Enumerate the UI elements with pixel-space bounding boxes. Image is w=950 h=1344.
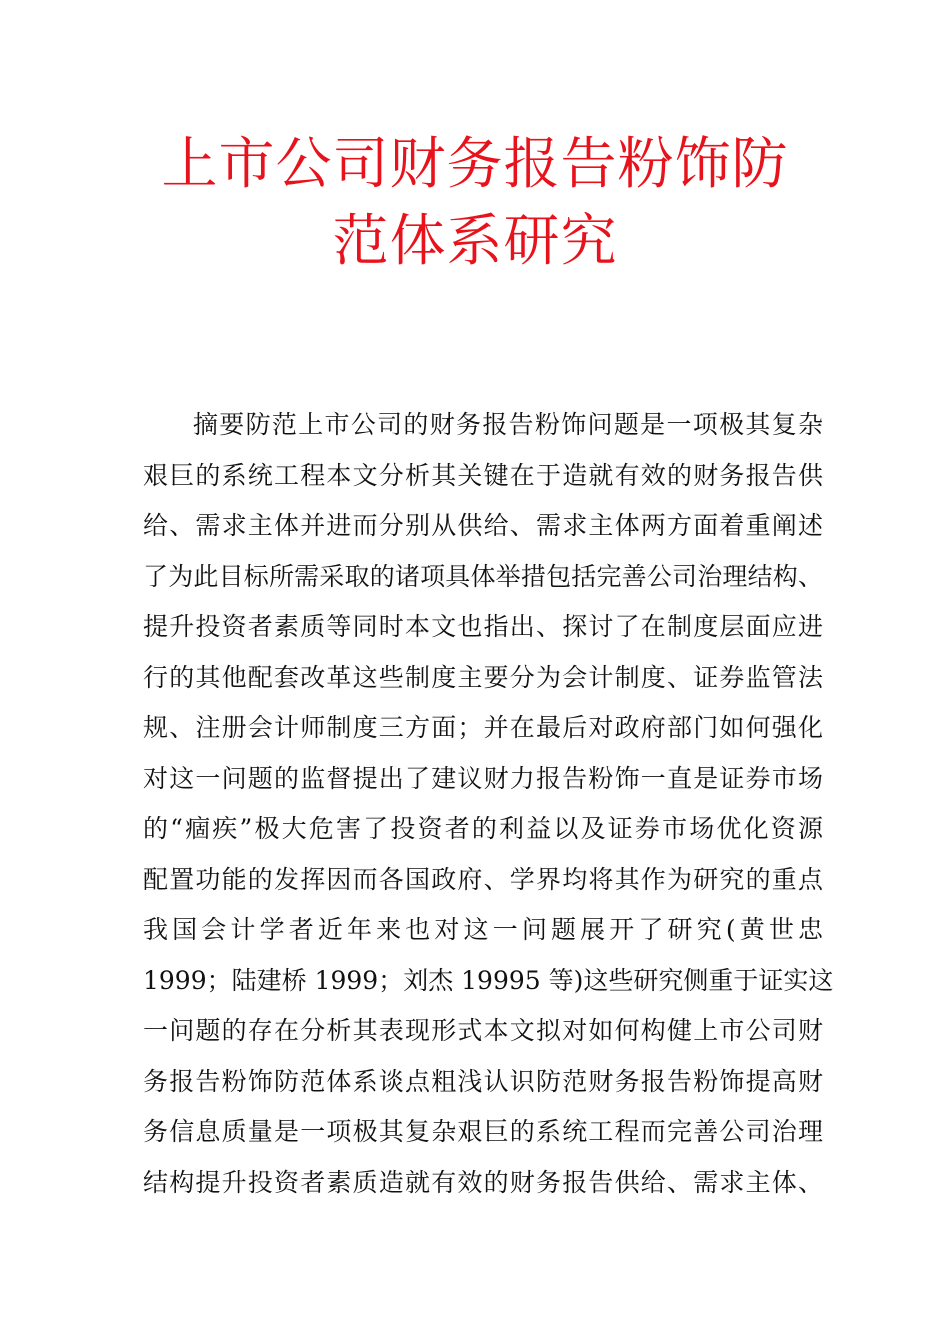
paragraph-line: 我国会计学者近年来也对这一问题展开了研究(黄世忠 xyxy=(143,915,823,944)
paragraph-line: 1999；陆建桥 1999；刘杰 19995 等)这些研究侧重于证实这 xyxy=(143,965,834,995)
paragraph-line: 规、注册会计师制度三方面；并在最后对政府部门如何强化 xyxy=(143,713,823,742)
paragraph-line: 的“痼疾”极大危害了投资者的利益以及证券市场优化资源 xyxy=(143,814,823,843)
paragraph-line: 给、需求主体并进而分别从供给、需求主体两方面着重阐述 xyxy=(143,511,823,540)
paragraph-line: 务信息质量是一项极其复杂艰巨的系统工程而完善公司治理 xyxy=(143,1117,823,1146)
document-title-line-1: 上市公司财务报告粉饰防 xyxy=(161,132,789,197)
paragraph-line: 摘要防范上市公司的财务报告粉饰问题是一项极其复杂 xyxy=(193,410,823,439)
paragraph-line: 一问题的存在分析其表现形式本文拟对如何构健上市公司财 xyxy=(143,1016,823,1045)
paragraph-line: 对这一问题的监督提出了建议财力报告粉饰一直是证券市场 xyxy=(143,763,823,793)
paragraph-line: 结构提升投资者素质造就有效的财务报告供给、需求主体、 xyxy=(143,1167,823,1197)
paragraph-line: 务报告粉饰防范体系谈点粗浅认识防范财务报告粉饰提高财 xyxy=(143,1066,823,1096)
paragraph-line: 提升投资者素质等同时本文也指出、探讨了在制度层面应进 xyxy=(143,612,823,641)
paragraph-line: 了为此目标所需采取的诸项具体举措包括完善公司治理结构、 xyxy=(143,561,823,591)
abstract-paragraph xyxy=(143,403,834,1211)
paragraph-line: 艰巨的系统工程本文分析其关键在于造就有效的财务报告供 xyxy=(143,460,823,490)
document-title-line-2: 范体系研究 xyxy=(332,209,618,274)
paragraph-line: 配置功能的发挥因而各国政府、学界均将其作为研究的重点 xyxy=(143,864,823,894)
paragraph-line: 行的其他配套改革这些制度主要分为会计制度、证券监管法 xyxy=(143,662,823,692)
